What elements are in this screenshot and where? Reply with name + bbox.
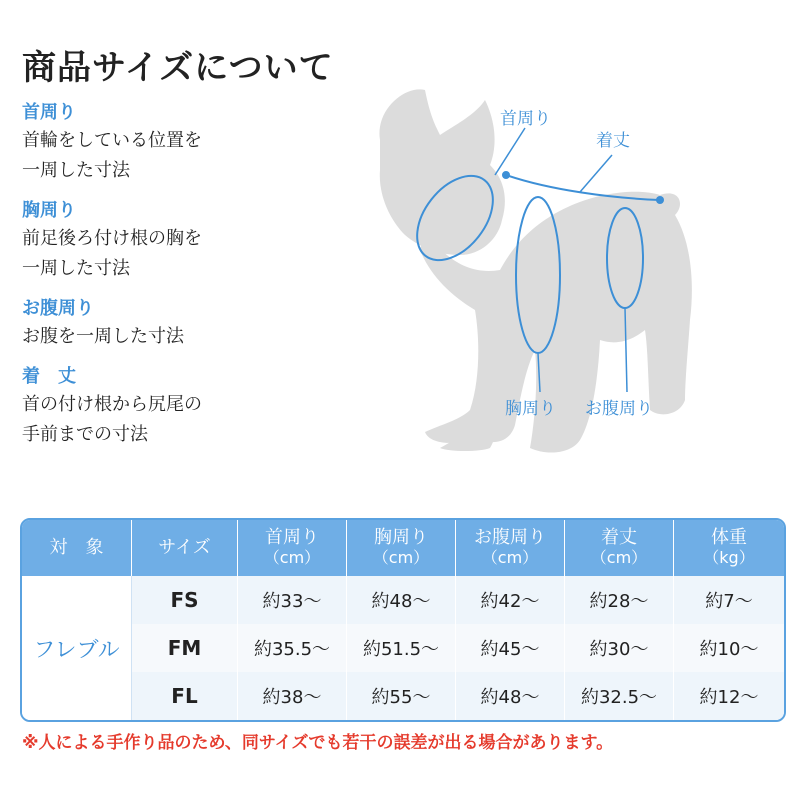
size-table [20,518,786,722]
chest-label: 胸周り [505,399,556,419]
neck-cell: 約33～ [238,576,347,624]
header-label: 対 象 [49,537,104,558]
belly-cell: 約42～ [456,576,565,624]
size-cell: FL [132,672,238,720]
legend-desc: お腹を一周した寸法 [22,326,184,347]
legend-term: 着 丈 [22,366,76,387]
header-chest [347,520,456,576]
page-title: 商品サイズについて [22,48,334,88]
legend-item-chest [22,198,342,284]
table-header-row [22,520,784,576]
belly-cell: 約48～ [456,672,565,720]
table-row [22,624,784,672]
header-label: サイズ [158,537,211,558]
header-unit: （cm） [590,548,648,567]
header-target [22,520,132,576]
size-cell: FS [132,576,238,624]
measurement-legend [22,100,342,462]
header-length [565,520,674,576]
neck-label: 首周り [500,109,551,129]
length-cell: 約30～ [565,624,674,672]
header-size [132,520,238,576]
header-label: 胸周り [374,527,428,548]
length-label: 着丈 [596,131,630,151]
legend-term: 胸周り [22,200,76,221]
header-unit: （cm） [372,548,430,567]
length-start-dot [502,171,510,179]
header-label: 首周り [265,527,319,548]
neck-leader-line [495,128,525,175]
disclaimer-note: ※人による手作り品のため、同サイズでも若干の誤差が出る場合があります。 [22,733,614,753]
neck-cell: 約35.5～ [238,624,347,672]
legend-item-length [22,364,342,450]
weight-cell: 約10～ [674,624,784,672]
legend-desc: 前足後ろ付け根の胸を 一周した寸法 [22,228,202,279]
length-cell: 約28～ [565,576,674,624]
size-cell: FM [132,624,238,672]
length-cell: 約32.5～ [565,672,674,720]
header-label: 体重 [711,527,747,548]
dog-diagram-svg [330,80,780,480]
legend-term: お腹周り [22,298,94,319]
length-leader-line [580,155,612,192]
weight-cell: 約12～ [674,672,784,720]
chest-cell: 約48～ [347,576,456,624]
belly-label: お腹周り [585,399,653,419]
header-neck [238,520,347,576]
length-end-dot [656,196,664,204]
header-unit: （kg） [703,548,755,567]
header-unit: （cm） [263,548,321,567]
header-weight [674,520,784,576]
header-unit: （cm） [481,548,539,567]
header-label: 着丈 [601,527,637,548]
legend-desc: 首輪をしている位置を 一周した寸法 [22,130,202,181]
chest-cell: 約51.5～ [347,624,456,672]
legend-desc: 首の付け根から尻尾の 手前までの寸法 [22,394,202,445]
header-label: お腹周り [474,527,546,548]
dog-measurement-diagram [330,80,780,480]
belly-cell: 約45～ [456,624,565,672]
table-row [22,672,784,720]
neck-cell: 約38～ [238,672,347,720]
table-row [22,576,784,624]
header-belly [456,520,565,576]
legend-term: 首周り [22,102,76,123]
chest-cell: 約55～ [347,672,456,720]
target-cell: フレブル [22,576,132,720]
weight-cell: 約7～ [674,576,784,624]
legend-item-neck [22,100,342,186]
legend-item-belly [22,296,342,352]
